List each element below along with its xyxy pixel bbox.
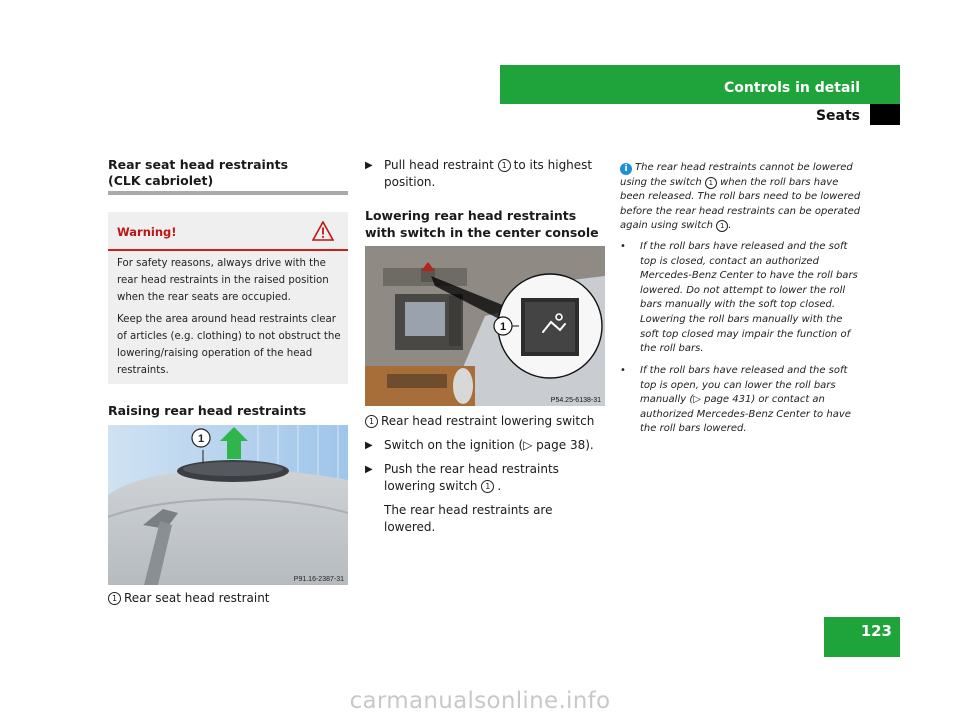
section-title: Controls in detail xyxy=(724,80,860,96)
subsection-title: Seats xyxy=(815,108,860,124)
warning-text-1: For safety reasons, always drive with the rear head restraints in the raised position when the rear seats are occupied. xyxy=(117,258,329,303)
header-marker xyxy=(870,104,900,125)
warning-icon xyxy=(312,221,334,241)
watermark: carmanualsonline.info xyxy=(349,688,611,714)
bullet-icon: • xyxy=(620,241,626,252)
console-image-caption: 1 Rear head restraint lowering switch xyxy=(365,413,605,430)
step-arrow-icon: ▶ xyxy=(365,160,373,171)
step-push-switch: ▶ Push the rear head restraints lowering switch 1 . xyxy=(365,462,559,493)
warning-rule xyxy=(108,249,348,251)
step-arrow-icon: ▶ xyxy=(365,464,373,475)
console-image-code: P54.25-6138-31 xyxy=(550,397,601,404)
info-note: i The rear head restraints cannot be lowered using the switch 1 when the roll bars have been released. The roll bars need to be lowered before the rear head restraints can be operated again using switch 1 . xyxy=(620,162,861,232)
step-arrow-icon: ▶ xyxy=(365,440,373,451)
head-restraint-image xyxy=(108,425,348,585)
warning-text-2: Keep the area around head restraints clear of articles (e.g. clothing) to not obstruct the lowering/raising operation of the head restraints. xyxy=(117,314,341,376)
page-number: 123 xyxy=(860,622,892,640)
image-callout: 1 xyxy=(197,433,205,445)
info-icon: i xyxy=(620,163,632,175)
raising-title: Raising rear head restraints xyxy=(108,403,307,418)
image-code: P91.16-2387-31 xyxy=(293,576,344,583)
warning-title: Warning! xyxy=(117,225,177,239)
image-caption: 1 Rear seat head restraint xyxy=(108,591,270,605)
section-rule xyxy=(108,191,348,195)
center-console-image xyxy=(365,246,605,406)
rear-head-restraints-title: Rear seat head restraints (CLK cabriolet) xyxy=(108,157,289,188)
caption-number: 1 xyxy=(108,592,121,605)
lowering-title: Lowering rear head restraints with switch in the center console xyxy=(365,208,599,240)
step-ignition: ▶ Switch on the ignition (▷ page 38). xyxy=(365,438,594,452)
result-text: The rear head restraints are lowered. xyxy=(384,503,553,534)
bullet-soft-top-closed: • If the roll bars have released and the soft top is closed, contact an authorized Mercedes-Benz Center to have the roll bars lowered. Do not attempt to lower the roll bars manually with the soft top closed. Lowering the roll bars manually with the soft top closed may impair the function of the roll bars. xyxy=(620,241,858,355)
bullet-icon: • xyxy=(620,365,626,376)
step-pull-head-restraint: ▶ Pull head restraint 1 to its highest position. xyxy=(365,158,593,189)
bullet-soft-top-open: • If the roll bars have released and the soft top is open, you can lower the roll bars manually (▷ page 431) or contact an authorized Mercedes-Benz Center to have the roll bars lowered. xyxy=(620,365,851,435)
console-image-callout: 1 xyxy=(499,321,507,333)
